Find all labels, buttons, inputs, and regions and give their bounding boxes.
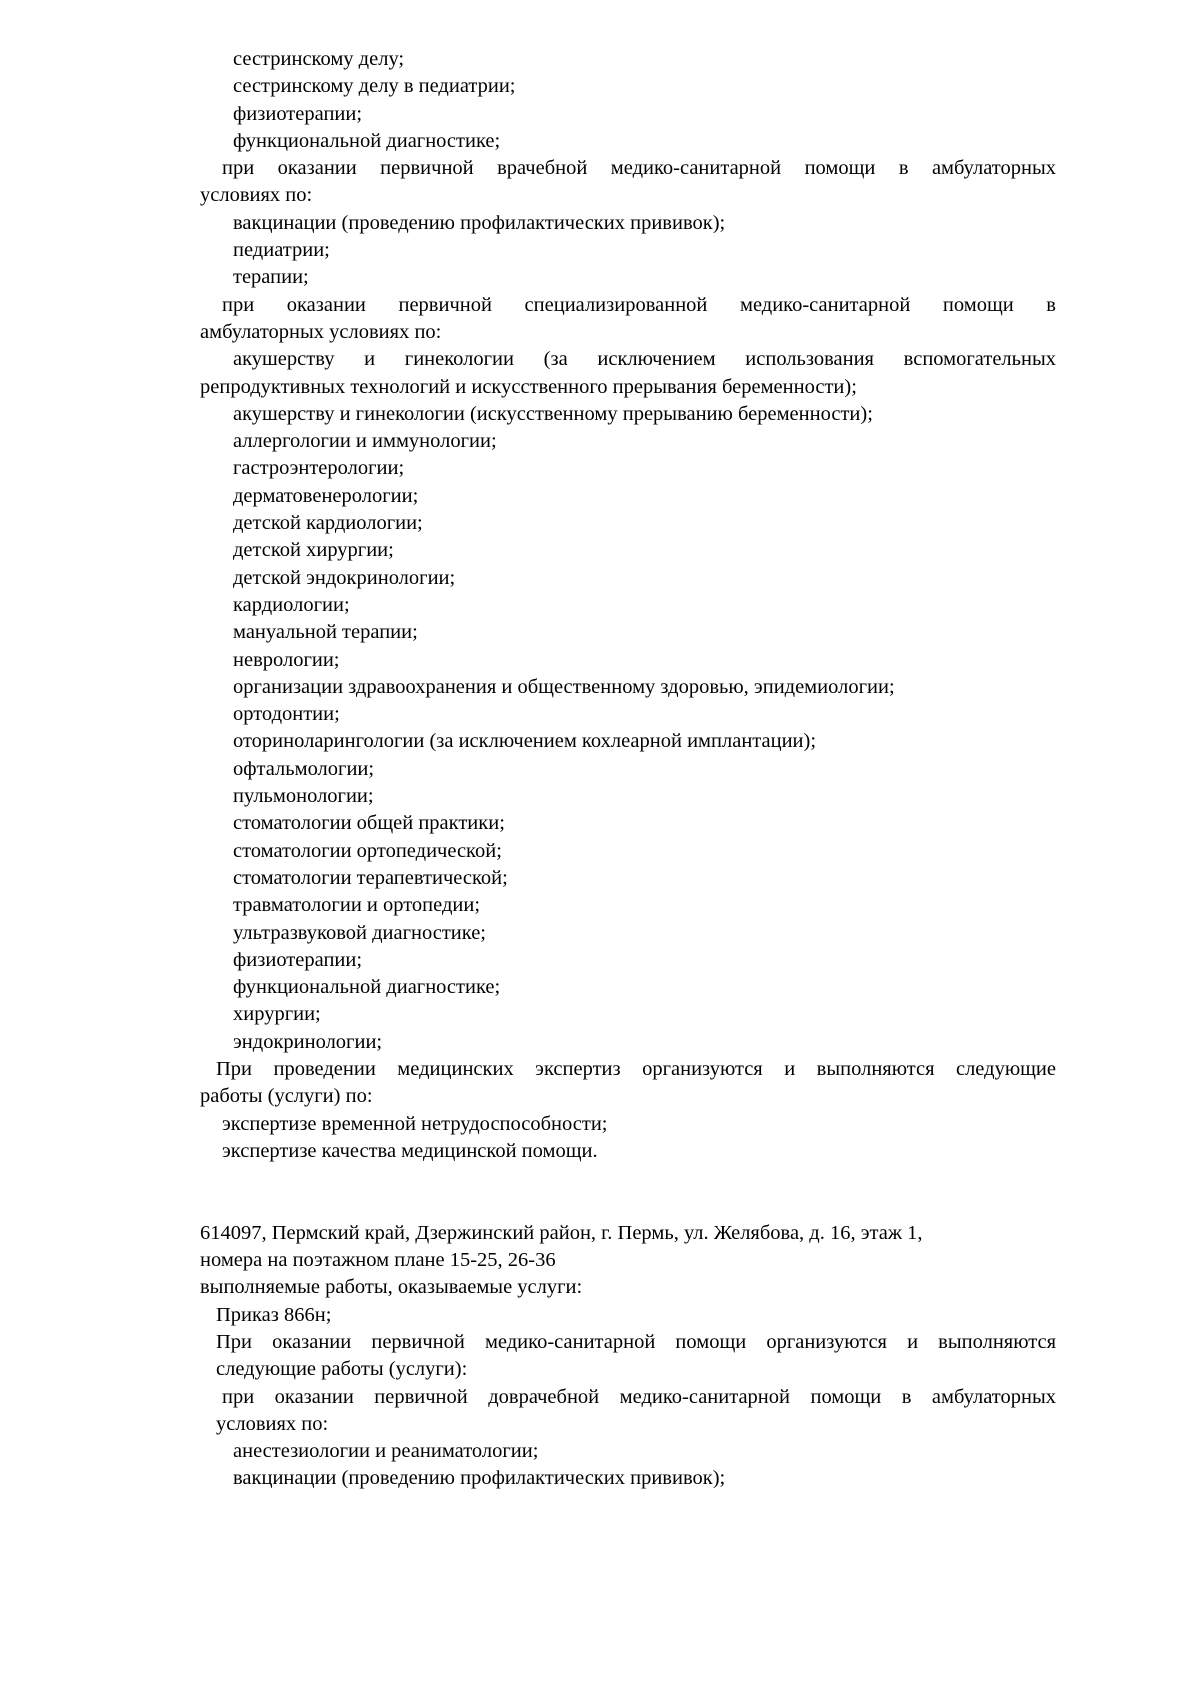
text-line: При проведении медицинских экспертиз организуются и выполняются следующие [216, 1057, 1056, 1080]
text-line: пульмонологии; [233, 785, 374, 808]
text-line: дерматовенерологии; [233, 484, 419, 507]
text-line: стоматологии ортопедической; [233, 839, 502, 862]
text-line: экспертизе временной нетрудоспособности; [222, 1112, 608, 1135]
text-line: кардиологии; [233, 593, 350, 616]
text-line: акушерству и гинекологии (искусственному прерыванию беременности); [233, 402, 873, 425]
text-line: детской хирургии; [233, 539, 394, 562]
text-line: работы (услуги) по: [200, 1085, 373, 1108]
text-line: при оказании первичной врачебной медико-санитарной помощи в амбулаторных [222, 157, 1056, 180]
text-line: аллергологии и иммунологии; [233, 430, 497, 453]
text-line: детской эндокринологии; [233, 566, 456, 589]
text-line: физиотерапии; [233, 948, 363, 971]
text-line: оториноларингологии (за исключением кохлеарной имплантации); [233, 730, 817, 753]
text-line: организации здравоохранения и общественному здоровью, эпидемиологии; [233, 675, 895, 698]
text-line: номера на поэтажном плане 15-25, 26-36 [200, 1249, 556, 1272]
text-line: сестринскому делу; [233, 48, 405, 70]
text-line: экспертизе качества медицинской помощи. [222, 1139, 598, 1162]
text-line: условиях по: [216, 1412, 329, 1435]
text-line: функциональной диагностике; [233, 976, 501, 999]
text-line: условиях по: [200, 184, 313, 207]
text-line: стоматологии общей практики; [233, 812, 505, 835]
text-line: хирургии; [233, 1003, 321, 1026]
text-line: репродуктивных технологий и искусственного прерывания беременности); [200, 375, 857, 398]
text-line: педиатрии; [233, 239, 330, 262]
text-line: при оказании первичной специализированной медико-санитарной помощи в [222, 293, 1056, 316]
document-body [200, 46, 1056, 1493]
text-line: При оказании первичной медико-санитарной помощи организуются и выполняются [216, 1330, 1056, 1353]
text-line: детской кардиологии; [233, 512, 423, 535]
text-line: сестринскому делу в педиатрии; [233, 75, 516, 98]
text-line: травматологии и ортопедии; [233, 894, 481, 917]
text-line: амбулаторных условиях по: [200, 320, 442, 343]
text-line: гастроэнтерологии; [233, 457, 405, 480]
text-line: физиотерапии; [233, 102, 363, 125]
text-line: вакцинации (проведению профилактических прививок); [233, 1467, 726, 1490]
text-line: функциональной диагностике; [233, 129, 501, 152]
blank-line [200, 1165, 1056, 1192]
text-line: мануальной терапии; [233, 621, 418, 644]
text-line: 614097, Пермский край, Дзержинский район, г. Пермь, ул. Желябова, д. 16, этаж 1, [200, 1221, 923, 1244]
text-line: Приказ 866н; [216, 1303, 332, 1326]
text-line: неврологии; [233, 648, 340, 671]
text-line: терапии; [233, 266, 309, 289]
text-line: эндокринологии; [233, 1030, 383, 1053]
text-line: стоматологии терапевтической; [233, 866, 508, 889]
blank-line [200, 1192, 1056, 1219]
text-line: офтальмологии; [233, 757, 375, 780]
text-line: анестезиологии и реаниматологии; [233, 1440, 539, 1463]
text-line: акушерству и гинекологии (за исключением использования вспомогательных [233, 348, 1056, 371]
text-line: вакцинации (проведению профилактических прививок); [233, 211, 726, 234]
text-line: выполняемые работы, оказываемые услуги: [200, 1276, 583, 1299]
text-line: при оказании первичной доврачебной медико-санитарной помощи в амбулаторных [222, 1385, 1056, 1408]
text-line: следующие работы (услуги): [216, 1358, 468, 1381]
text-line: ультразвуковой диагностике; [233, 921, 486, 944]
text-line: ортодонтии; [233, 703, 340, 726]
